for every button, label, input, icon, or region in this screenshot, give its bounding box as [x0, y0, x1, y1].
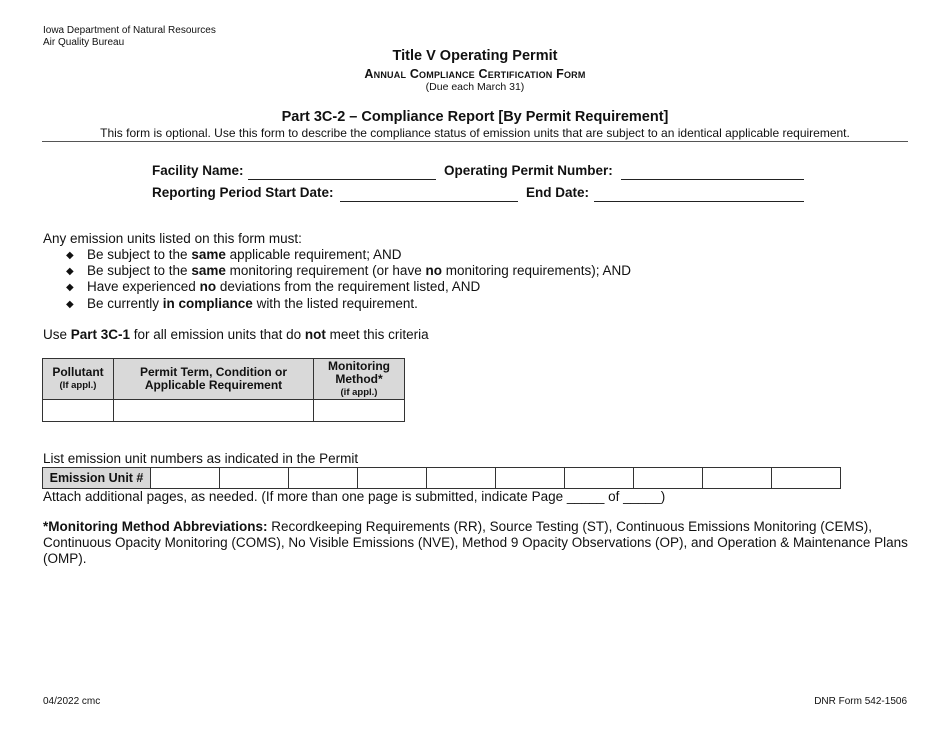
- emission-unit-cell[interactable]: [634, 468, 703, 489]
- period-start-underline: [340, 201, 518, 202]
- pollutant-header: Pollutant (If appl.): [43, 359, 114, 400]
- optional-note: This form is optional. Use this form to describe the compliance status of emission units that are subject to an identical applicable requirement.: [100, 126, 850, 140]
- permit-number-label: Operating Permit Number:: [444, 163, 613, 178]
- emission-unit-cell[interactable]: [427, 468, 496, 489]
- part-title: Part 3C-2 – Compliance Report [By Permit Requirement]: [281, 109, 669, 125]
- criteria-bullet: ◆ Be subject to the same applicable requirement; AND: [66, 247, 402, 262]
- end-date-underline: [594, 201, 804, 202]
- diamond-bullet-icon: ◆: [66, 299, 74, 310]
- emission-unit-cell[interactable]: [703, 468, 772, 489]
- criteria-intro: Any emission units listed on this form must:: [43, 231, 302, 246]
- table-row: [43, 400, 405, 422]
- monitoring-method-header: Monitoring Method* (if appl.): [314, 359, 405, 400]
- agency-line-1: Iowa Department of Natural Resources: [43, 25, 216, 36]
- agency-name: [43, 25, 216, 49]
- footer-revision: 04/2022 cmc: [43, 696, 101, 707]
- criteria-bullet: ◆ Be subject to the same monitoring requirement (or have no monitoring requirements); AND: [66, 263, 632, 278]
- criteria-bullet: ◆ Have experienced no deviations from the requirement listed, AND: [66, 279, 481, 294]
- monitoring-abbreviations: *Monitoring Method Abbreviations: Recordkeeping Requirements (RR), Source Testing (ST), Continuous Emissions Monitoring (CEMS), Continuous Opacity Monitoring (COMS), No Visible Emissions (NVE), Method 9 Opacity Observations (OP), and Operation & Maintenance Plans (OMP).: [43, 519, 908, 566]
- total-pages-field[interactable]: _____): [623, 489, 666, 504]
- form-subtitle: Annual Compliance Certification Form: [364, 67, 586, 81]
- emission-unit-cell[interactable]: [565, 468, 634, 489]
- permit-term-header: Permit Term, Condition or Applicable Requirement: [114, 359, 314, 400]
- agency-line-2: Air Quality Bureau: [43, 37, 125, 48]
- monitoring-method-cell[interactable]: [314, 400, 405, 422]
- criteria-bullet: ◆ Be currently in compliance with the listed requirement.: [66, 296, 418, 311]
- facility-name-underline: [248, 179, 436, 180]
- attach-pages-note: Attach additional pages, as needed. (If more than one page is submitted, indicate Page _____ of _____): [43, 489, 666, 504]
- emission-unit-cell[interactable]: [496, 468, 565, 489]
- diamond-bullet-icon: ◆: [66, 250, 74, 261]
- emission-unit-cell[interactable]: [151, 468, 220, 489]
- use-part-note: Use Part 3C-1 for all emission units that do not meet this criteria: [43, 327, 429, 342]
- period-start-label: Reporting Period Start Date:: [152, 185, 334, 200]
- diamond-bullet-icon: ◆: [66, 282, 74, 293]
- units-intro: List emission unit numbers as indicated in the Permit: [43, 451, 359, 466]
- due-note: (Due each March 31): [425, 81, 525, 93]
- header-divider: [42, 141, 908, 142]
- diamond-bullet-icon: ◆: [66, 266, 74, 277]
- requirement-table-header: [43, 359, 405, 400]
- pollutant-cell[interactable]: [43, 400, 114, 422]
- emission-unit-cell[interactable]: [220, 468, 289, 489]
- page-number-field[interactable]: _____: [566, 489, 605, 504]
- footer-form-number: DNR Form 542-1506: [814, 696, 907, 707]
- emission-unit-cell[interactable]: [358, 468, 427, 489]
- table-row: [43, 468, 841, 489]
- permit-term-cell[interactable]: [114, 400, 314, 422]
- facility-name-label: Facility Name:: [152, 163, 244, 178]
- emission-unit-cell[interactable]: [772, 468, 841, 489]
- permit-number-underline: [621, 179, 804, 180]
- emission-unit-header: Emission Unit #: [43, 468, 151, 489]
- emission-unit-cell[interactable]: [289, 468, 358, 489]
- end-date-label: End Date:: [526, 185, 590, 200]
- requirement-table: [42, 358, 405, 422]
- emission-unit-table: [42, 467, 841, 489]
- form-title: Title V Operating Permit: [392, 48, 558, 64]
